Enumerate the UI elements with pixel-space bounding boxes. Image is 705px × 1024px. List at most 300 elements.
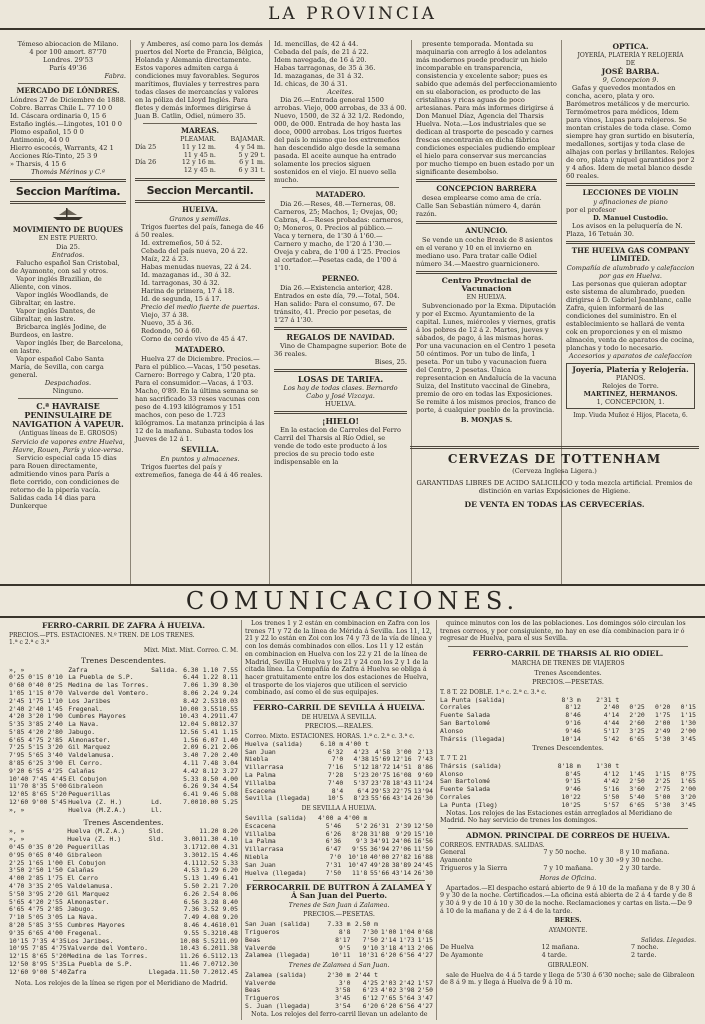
grain-line: Viejo, 37 á 38. [141, 310, 189, 319]
table-cell: Los Jaribes. [67, 936, 114, 945]
table-cell: Almonaster. [67, 897, 110, 906]
table-cell: 3.40 [183, 751, 199, 760]
table-cell: Fuente Salada [440, 785, 491, 794]
table-cell: 7.49 [183, 913, 200, 922]
tottenham-text: GARANTIDAS LIBRES DE ACIDO SALICILICO y toda mezcla artificial. Premios de distinción en varias Exposiciones de Higiene. [416, 479, 693, 495]
table-cell: 2'20 [629, 711, 645, 720]
table-cell: Jabugo. [67, 905, 95, 914]
table-cell: 2'40 2'40 1'45 [9, 704, 63, 713]
exchange-line: París 49'36 [49, 64, 87, 72]
table-cell: 2'25 1'65 1'00 [9, 858, 63, 867]
barrera-heading: CONCEPCION BARRERA [436, 184, 537, 193]
table-cell: 8'28 [351, 829, 368, 838]
zafra-prices-label: PRECIOS.—PTS. ESTACIONES. N.º TREN. DE LOS TRENES. [9, 631, 195, 639]
divider [410, 446, 699, 449]
table-cell: 0'95 0'65 0'40 [9, 850, 63, 859]
table-cell: 1'73 [399, 935, 415, 944]
tides-heading: MAREAS. [181, 126, 219, 135]
tharsis-ascending: Trenes Ascendentes. [534, 668, 602, 677]
divider [18, 398, 118, 399]
table-cell: 4.10 [222, 835, 238, 844]
table-cell: 10.43 [179, 944, 200, 953]
table-cell [149, 844, 180, 852]
table-cell: La Puebla de S.P. [68, 673, 134, 682]
table-cell: 5.50 [183, 881, 200, 890]
table-cell: 1.10 [202, 665, 219, 674]
table-cell: 11'24 [413, 778, 433, 787]
tharsis-columns2: T. 7 T. 21 [440, 755, 468, 763]
violin-by: por el profesor [566, 206, 616, 214]
table-cell: 15'10 [413, 829, 433, 838]
table-cell: 12'50 [413, 821, 433, 830]
table-cell: 0'68 [417, 927, 433, 936]
table-cell: 6.20 [222, 866, 238, 875]
table-cell: Zafra [68, 665, 88, 674]
vaccine-signature: B. MONJAS S. [460, 416, 513, 424]
table-cell: 6'23 [362, 986, 378, 995]
table-cell: 5'50 [603, 793, 620, 801]
table-cell: Alonso [440, 726, 464, 735]
table-cell: 5.33 [183, 774, 199, 783]
table-cell: 4'38 [353, 755, 369, 764]
table-cell: Trigueros [245, 927, 280, 936]
table-cell: 7'50 [362, 935, 378, 944]
zafra-mixed-label: Mixt. Mixt. Mixt. Correo. C. M. [143, 647, 238, 655]
tharsis-heading: FERRO-CARRIL DE THARSIS AL RIO ODIEL. [472, 649, 664, 659]
table-cell: 11.26 [179, 952, 200, 961]
barrera-text: desea emplearse como ama de cría. Calle San Sebastián número 4, darán razón. [416, 194, 542, 218]
table-cell: 7'16 [327, 763, 344, 772]
table-cell: 10'15 7'35 4'35 [9, 936, 67, 945]
table-cell: Corrales [440, 793, 471, 801]
table-cell: 6.26 [183, 889, 200, 898]
sevilla-prices: PRECIOS.—REALES. [304, 722, 374, 731]
slaughterhouse-text: Huelva 27 de Diciembre. Precios.—Para el público.—Vacas, 1'50 pesetas. Carnero: Borrego y Cabra, 1'20 pta. Para el consumidor.—Vacas, á 1'03. Macho, 0'89. En la última semana se han sacrificado 33 reses vacunas con peso de 4.193 kilógramos y 151 machos, con peso de 1.723 kilógramos. La matanza principia á las 12 de la mañana. Subasta todos los Jueves de 12 á 1. [135, 354, 265, 443]
table-cell: San Bartolomé [440, 777, 491, 786]
table-cell: 4.53 [183, 866, 200, 875]
vaccine-text: Subvencionado por la Exma. Diputación y por el Excmo. Ayuntamiento de la capital. Lunes, miércoles y viernes, gratis á los pobres de 12 á 2. Martes, jueves y sábados, de pago, á las mismas horas. Por una vacunacion en el Centro 1 peseta 50 céntimos. Por un tubo de linfa, 1 peseta. Por un tubo y vacunacion fuera del Centro, 2 pesetas. Única representacion en Andalucía de la vacuna Suiza, del Instituto vaccinal de Ginebra, premio de oro en todas las Exposiciones. Se remite á los mismos precios, franco de porte, á cualquier pueblo de la provincia. [416, 302, 557, 414]
table-cell: 3.52 [203, 905, 219, 914]
tharsis-sub: MARCHA DE TRENES DE VIAJEROS [511, 659, 625, 667]
table-cell: 43'14 [391, 868, 412, 877]
table-cell: 12.30 [218, 959, 238, 968]
table-cell: Sld. [148, 827, 165, 836]
table-cell: 18'43 [392, 778, 412, 787]
table-cell: 9.05 [222, 905, 238, 914]
divider [448, 828, 688, 829]
table-cell: Valverde [245, 978, 276, 987]
buitron-sub: Trenes de San Juan á Zalamea. [288, 900, 390, 909]
divider [135, 200, 265, 203]
table-cell: 9'69 [417, 771, 433, 780]
table-cell: 9.46 [202, 790, 219, 799]
table-cell: Fregenal. [67, 928, 102, 937]
divider [253, 700, 425, 701]
zafra-railway-heading: FERRO-CARRIL DE ZAFRA Á HUELVA. [41, 621, 206, 630]
table-cell: La Palma [245, 837, 276, 846]
table-cell: 6'65 [629, 734, 645, 743]
table-cell: 12.56 [179, 727, 199, 736]
table-cell: Medina de las Torres. [67, 952, 149, 961]
table-cell: La Puebla de S.P. [67, 959, 133, 968]
table-cell: 16'56 [413, 837, 433, 846]
table-cell: Thársis (salida) [440, 761, 502, 770]
table-cell [151, 752, 179, 760]
gas-extra: Accesorios y aparatos de calefaccion [568, 352, 693, 360]
table-cell [149, 922, 180, 930]
table-cell: Beas [245, 935, 261, 944]
optics-owner: JOSÉ BARBA. [601, 67, 660, 76]
table-cell: 2'50 [629, 777, 645, 786]
table-cell: 3'47 [417, 994, 433, 1003]
table-row [9, 969, 238, 977]
table-cell: 2'42 [399, 978, 415, 987]
market-line: Id. chicas, de 30 á 31. [274, 80, 348, 88]
havraise-text: Servicio especial cada 15 dias para Rouen directamente, admitiendo vinos para París a flete corrido, con condiciones de retorno de la pipería vacía. Salidas cada 14 dias para Dunkerque [10, 454, 120, 510]
table-cell: 3.27 [222, 766, 238, 775]
table-cell: 3'45 [680, 734, 696, 743]
table-cell: 4.31 [222, 842, 238, 851]
table-cell [149, 867, 180, 875]
table-cell: 7'25 5'15 3'20 [9, 743, 63, 752]
table-cell: 5.13 [183, 874, 200, 883]
exchange-line: Témeso abiocacion de Milano. [17, 40, 119, 48]
table-cell: 2'00 [654, 719, 671, 728]
tharsis-columns: T. 8 T. 22 DOBLE. 1.ª c. 2.ª c. 3.ª c. [440, 688, 547, 696]
mail-hours: Horas de Oficina. [539, 873, 597, 882]
table-cell: 10'25 [561, 800, 581, 809]
maritime-section-title: Seccion Marítima. [15, 185, 121, 198]
table-cell: 55'66 [370, 794, 391, 803]
table-cell: 12.45 [218, 967, 238, 976]
gifts-heading: REGALOS DE NAVIDAD. [286, 332, 395, 342]
table-cell: 10.08 [179, 936, 200, 945]
table-cell: La Nava. [68, 720, 99, 729]
table-cell: 31'88 [369, 829, 390, 838]
arrivals-heading: Entrados. [51, 251, 85, 259]
table-cell: 8'8 [338, 927, 351, 936]
table-cell: », » [9, 835, 25, 844]
table-cell: 2.50 m [354, 920, 378, 929]
buitron-sub2: Trenes de Zalamea á San Juan. [288, 961, 390, 970]
table-cell: 7'0 [329, 852, 342, 861]
jewelry-heading: Joyería, Platería y Relojería. [572, 365, 689, 374]
table-cell: 1.56 [183, 735, 199, 744]
table-cell: 1.39 [202, 681, 219, 690]
table-cell: 1.15 [222, 727, 238, 736]
table-cell: 10.43 [179, 712, 199, 721]
table-cell: 7 noche. [630, 943, 659, 952]
divider [566, 241, 695, 244]
table-cell: 3'60 [629, 785, 645, 794]
table-cell: 5'17 [603, 726, 620, 735]
havraise-service: Servicio de vapores entre Huelva, Havre, Rouen, París y vice-versa. [11, 438, 125, 454]
table-cell: 4'58 [374, 747, 391, 756]
table-cell: 7'43 [417, 755, 433, 764]
table-cell: 2'03 [380, 978, 397, 987]
table-cell [151, 690, 179, 698]
table-cell: 3.28 [203, 897, 219, 906]
table-cell: 11.30 [199, 835, 219, 844]
table-cell: El Cobujon [67, 858, 106, 867]
table-cell: 6.44 [183, 673, 199, 682]
table-cell: Alonso [440, 769, 464, 778]
table-cell: San Juan [245, 747, 276, 756]
table-cell: 16'88 [413, 852, 433, 861]
table-cell [179, 807, 199, 815]
table-cell: 6'20 [380, 951, 397, 960]
divider [274, 327, 407, 330]
table-cell: 14'51 [392, 763, 412, 772]
slaughterhouse-heading: MATADERO. [175, 344, 225, 354]
table-cell: 10.00 [198, 798, 219, 807]
table-cell: 4.42 [183, 766, 199, 775]
table-cell: Zalamea (salida) [245, 970, 307, 979]
grain-line: Habas menudas nuevas, 22 á 24. [141, 262, 252, 271]
table-cell: 1'04 [399, 927, 415, 936]
table-cell: Niebla [245, 852, 269, 861]
tharsis-note: Notas. Los relojes de las Estaciones están arreglados al Meridiano de Madrid. No hay servicio de trenes los domingos. [440, 808, 673, 825]
table-cell: 2'13 [417, 747, 433, 756]
table-cell: 4.11 [183, 858, 200, 867]
table-cell: 10'11 [331, 951, 351, 960]
table-cell: 6.41 [222, 874, 238, 883]
seville-sub: En puntos y almacenes. [160, 454, 240, 463]
grains-heading: Granos y semillas. [169, 214, 231, 223]
table-cell: 3'58 [335, 986, 351, 995]
table-cell: 9.20 [222, 913, 238, 922]
london-market-heading: MERCADO DE LÓNDRES. [16, 86, 120, 95]
table-cell: Medina de las Torres. [68, 681, 150, 690]
table-cell: San Juan [245, 860, 276, 869]
table-cell: 5'40 [629, 793, 645, 801]
table-cell: 11.50 [179, 967, 200, 976]
table-cell: 7.06 [183, 681, 199, 690]
table-cell: 9.55 [183, 928, 200, 937]
divider [416, 179, 557, 182]
table-cell [149, 914, 180, 922]
table-cell [151, 760, 179, 768]
table-cell: 7.20 [202, 751, 219, 760]
table-row [9, 807, 238, 815]
table-cell: 2'00 [680, 785, 696, 794]
table-cell: 8'86 [417, 763, 433, 772]
table-cell: 8'4 [331, 786, 344, 795]
table-cell: 9'16 [565, 719, 581, 728]
table-cell: 8'85 6'25 3'90 [9, 759, 63, 768]
sevilla-table-return [245, 815, 433, 877]
oils-text: Dia 26.—Entrada general 1500 arrobas. Viejo, 000 arrobas, de 33 á 00. Nuevo, 1500, de 32 á 32 1/2. Redondo, 000, de 000. Entrada de hoy hasta las doce, 0000 arrobas. Los trigos fuertes del país lo mismo que los extremeños han descendido algo desde la semana pasada. El aceite aunque ha entrado solamente los precios siguen sostenidos en el viejo. El nuevo sella mucho. [274, 96, 407, 184]
table-cell: 4'12 [603, 769, 620, 778]
table-cell: 4'02 [380, 986, 397, 995]
tottenham-sub: (Cerveza Inglesa Ligera.) [512, 467, 597, 475]
printer-signature: Imp. Viuda Muñoz é Hijos, Placeta, 6. [573, 412, 688, 419]
arrival-entry: Vapor inglés Woodlands, de Gibraltar, en lastre. [10, 291, 109, 307]
market-line: Id. mencillas, de 42 á 44. [274, 40, 359, 48]
table-cell: », » [9, 827, 25, 836]
table-cell: 2'31 t [596, 695, 620, 704]
table-cell: 3.30 [183, 850, 200, 859]
table-cell: 8 y 10 mañana. [619, 848, 670, 857]
table-row [440, 736, 696, 744]
table-cell: Huelva (salida) [245, 739, 303, 748]
table-cell: 8'3 m [561, 695, 581, 704]
table-cell: 7'65 [380, 994, 397, 1003]
tharsis-prices: PRECIOS.—PESETAS. [532, 678, 604, 687]
departures-heading: Despachados. [44, 379, 92, 387]
table-cell: 12'60 9'00 5'45 [9, 798, 67, 807]
tharsis-table-descending [440, 763, 696, 810]
ice-heading: ¡HIELO! [321, 416, 359, 426]
table-cell: 2.53 [202, 696, 219, 705]
column-finance-maritime [6, 40, 130, 585]
table-cell: 2'44 t [354, 970, 378, 979]
boats-columns: Salidas. Llegadas. [640, 936, 696, 944]
sevilla-table-outbound [245, 741, 433, 803]
table-cell: 2'14 [380, 935, 397, 944]
table-cell: 10'10 [348, 852, 368, 861]
exchange-line: 4 por 100 amort. 87'70 [29, 48, 107, 56]
port-movement-heading: MOVIMIENTO DE BUQUES [12, 225, 124, 234]
table-cell: 4'00 t [345, 739, 369, 748]
huelva-heading: HUELVA. [182, 204, 218, 214]
table-cell: 4.11 [183, 759, 199, 768]
table-cell: 5'37 [353, 778, 369, 787]
combination-text: Los trenes 1 y 2 están en combinacion en Zafra con los trenes 71 y 72 de la línea de Mérida á Sevilla. Los 11, 12, 21 y 22 lo están en Zoi con los 74 y 73 de la vía de línea y con los demás combinados con ellos. Los 11 y 12 están en combinacion en Huelva con los 22 y 21 de la línea de Madrid, Sevilla y Huelva y los 21 y 24 con los 2 y 1 de la citada línea. La Compañía de Zafra á Huelva se obliga á hacer gratuitamente entre los dos estaciones de Huelva, el trasporte de los viajeros que utilicen el servicio combinado, así como el de sus equipajes. [245, 620, 433, 697]
table-cell: 5'12 [353, 763, 369, 772]
table-cell: Gibraleon [68, 782, 103, 791]
table-cell: 10.03 [218, 696, 238, 705]
table-cell: Jabugo. [68, 727, 96, 736]
table-cell: 4.00 [222, 774, 238, 783]
table-cell: 1.40 [222, 735, 238, 744]
table-cell [151, 721, 179, 729]
table-cell: 5'16 [603, 785, 620, 794]
table-cell: Valdelamusa. [68, 751, 115, 760]
divider [10, 179, 126, 182]
table-cell [149, 891, 180, 899]
table-cell: 10 y 30 » [589, 856, 620, 865]
table-cell: 4'00 a [318, 813, 342, 822]
table-cell: 7.20 [203, 967, 219, 976]
table-cell: 4'44 [603, 719, 620, 728]
jewelry-ad [566, 363, 695, 409]
table-row [440, 952, 696, 960]
table-cell: 11.09 [218, 936, 238, 945]
intro-text: quince minutos con los de las poblaciones. Los domingos sólo circulan los trenes correos, y por consiguiente, no hay en ese día combinacion para ir ó regresar de Huelva, para el sus Sevilla. [440, 620, 686, 643]
optics-sub: JOYERÍA, PLATERÍA Y RELOJERÍA [577, 52, 684, 59]
table-cell [198, 807, 218, 815]
table-cell: Cumbres Mayores [67, 920, 125, 929]
zafra-huelva-railway [6, 620, 241, 1020]
boats-sub: AYAMONTE. [548, 927, 588, 935]
table-cell: Peguerillas [68, 790, 111, 799]
market-line: Id. mazaganas, de 31 á 32. [274, 72, 364, 80]
table-cell: 6'32 [327, 747, 344, 756]
table-cell: 12.15 [199, 850, 219, 859]
notice-text: Se vende un coche Break de 8 asientos en el verano y 10 en el invierno en mediano uso. Para tratar calle Odiel número 34.—Maestro guarnicionero. [416, 236, 553, 268]
table-cell: 8'20 5'85 3'55 [9, 920, 63, 929]
table-cell: 1'75 [654, 711, 671, 720]
vaccine-place: EN HUELVA. [466, 294, 507, 301]
table-cell: La Punta (salida) [440, 695, 506, 704]
jewelry-owner: MARTINEZ, HERMANOS. [583, 390, 678, 398]
table-cell [151, 706, 179, 714]
table-cell: 4'27 [417, 951, 433, 960]
table-cell: Gil Marquez [68, 743, 111, 752]
table-cell: 2'50 [417, 986, 433, 995]
table-cell: San Juan (salida) [245, 920, 311, 929]
london-line: Acciones Río-Tinto, 25 3 9 [10, 152, 98, 160]
table-cell: 9'3 [355, 837, 368, 846]
arrival-entry: Vapor inglés Dantes, de Gibraltar, en lastre. [10, 307, 96, 323]
table-cell: Ll. [151, 805, 163, 814]
table-cell: 10.00 [179, 704, 199, 713]
table-cell: 10.48 [218, 928, 238, 937]
tarifa-text: Los hay de todas clases. Bernardo Cabo y José Vizcaya. [283, 384, 398, 400]
table-cell: 2'45 1'75 1'10 [9, 696, 63, 705]
table-cell: Villarrasa [245, 763, 284, 772]
table-cell: 6.07 [202, 735, 219, 744]
tharsis-descending: Trenes Descendentes. [532, 744, 604, 753]
buitron-note: Nota. Los relojes del ferro-carril llevan un adelanto de [251, 1009, 428, 1018]
table-cell: La Nava. [67, 913, 98, 922]
table-cell: 7.33 m [327, 920, 351, 929]
table-cell: Peguerillas [67, 842, 110, 851]
zafra-ascending-heading: Trenes Ascendentes. [83, 817, 164, 827]
table-cell: 4'14 [603, 711, 620, 720]
table-cell: 7'50 [325, 868, 342, 877]
violin-sub: y afinaciones de piano [593, 198, 668, 206]
arrival-entry: Falucho español San Cristobal, de Ayamonte, con sal y otros. [10, 259, 120, 275]
table-cell: 55'66 [369, 868, 390, 877]
table-row: 11 y 45 n. 5 y 29 t. [183, 150, 265, 159]
table-cell: 2.54 [203, 889, 219, 898]
jewelry-pianos: PIANOS. [615, 374, 646, 382]
table-cell: 8.06 [183, 688, 199, 697]
table-cell: 5.32 [203, 928, 219, 937]
table-cell: Huelva (M.Z.A.) [68, 805, 126, 814]
table-cell: 4.08 [203, 913, 219, 922]
table-row [245, 795, 433, 803]
slaughterhouse-heading: MATADERO. [315, 190, 366, 199]
divider [10, 201, 126, 204]
table-cell: 49'28 [369, 860, 390, 869]
table-cell: 6'4 [357, 786, 369, 795]
divider [143, 123, 257, 124]
divider [282, 187, 399, 188]
masthead: LA PROVINCIA [0, 4, 705, 30]
tottenham-sale: DE VENTA EN TODAS LAS CERVECERÍAS. [464, 500, 645, 509]
gas-text: Las personas que quieran adoptar este sistema de alumbrado, pueden dirigirse á D. Gabriel Jeanblanc, calle Zafra, quien informará de las condiciones del suministro. En el establecimiento se hallará de venta cok en proporciones y en el mismo almacén, venta de aparatos de cocina, planchas y todo lo necesario. [566, 280, 695, 352]
communications-banner: COMUNICACIONES. [0, 584, 705, 618]
boats-table [440, 944, 696, 960]
table-cell: La Palma [245, 771, 276, 780]
table-cell: 0'45 0'35 0'20 [9, 842, 63, 851]
table-cell: 7.20 [222, 881, 238, 890]
table-cell: 4'25 [362, 978, 378, 987]
table-cell: 2.09 [183, 743, 199, 752]
table-cell: 20'75 [370, 771, 391, 780]
table-cell: 4.46 [222, 850, 238, 859]
seville-text: Trigos fuertes del país y extremeños, fanega de 44 á 46 reales. [135, 462, 263, 479]
table-cell: 8.06 [222, 889, 238, 898]
table-cell: 6.41 [183, 790, 199, 799]
tottenham-beer-ad [410, 443, 699, 573]
grain-line: Corno de cerdo vivo de 45 á 47. [141, 334, 248, 343]
tharsis-railway-mail [436, 620, 699, 1020]
table-cell: 1'05 1'15 0'70 [9, 688, 63, 697]
